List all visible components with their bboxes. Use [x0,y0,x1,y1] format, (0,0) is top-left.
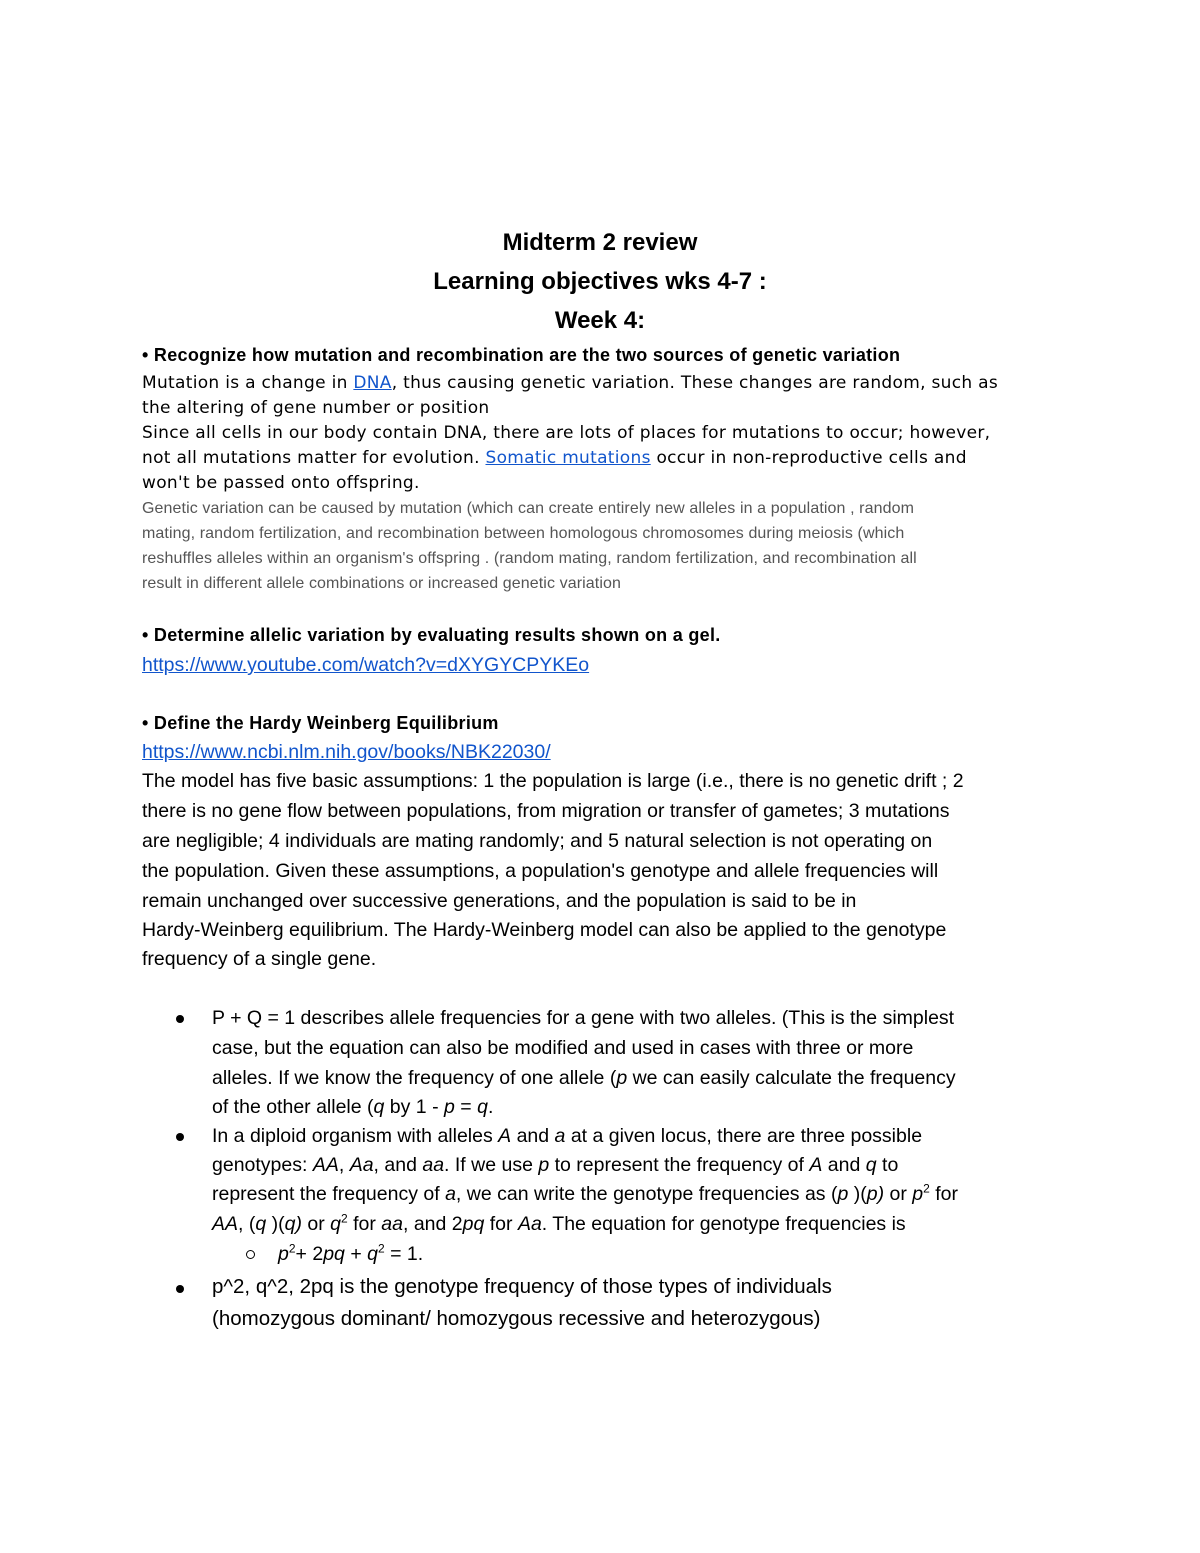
objective-1-heading: • Recognize how mutation and recombination are the two sources of genetic variation [142,345,901,365]
paragraph-line: Mutation is a change in DNA, thus causing genetic variation. These changes are random, such as [142,373,999,393]
equation-line: $p^2+ 2pq + q^2 = 1$. [278,1241,424,1265]
bullet-line: In a diploid organism with alleles A and a at a given locus, there are three possible [212,1125,923,1147]
objective-2-heading: • Determine allelic variation by evaluating results shown on a gel. [142,625,721,645]
bullet-line: alleles. If we know the frequency of one allele (p we can easily calculate the frequency [212,1067,956,1089]
somatic-mutations-link[interactable]: Somatic mutations [485,448,651,468]
bullet-line: genotypes: AA, Aa, and aa. If we use p to represent the frequency of A and q to [212,1154,899,1176]
week-heading: Week 4: [554,307,646,334]
paragraph-line: are negligible; 4 individuals are mating randomly; and 5 natural selection is not operating on [142,830,933,852]
bullet-line: (homozygous dominant/ homozygous recessive and heterozygous) [212,1307,821,1330]
paragraph-line: mating, random fertilization, and recombination between homologous chromosomes during meiosis (which [142,525,905,542]
paragraph-line: reshuffles alleles within an organism's offspring . (random mating, random fertilization, and recombination all [142,550,917,567]
paragraph-line: frequency of a single gene. [142,948,377,970]
bullet-icon [176,1015,184,1023]
bullet-icon [176,1133,184,1141]
ncbi-link-line [142,741,551,764]
sub-bullet-icon [246,1250,255,1259]
ncbi-link[interactable]: https://www.ncbi.nlm.nih.gov/books/NBK22030/ [142,741,551,763]
paragraph-line: not all mutations matter for evolution. Somatic mutations occur in non-reproductive cells and [142,448,967,468]
paragraph-line: won't be passed onto offspring. [142,473,420,493]
paragraph-line: the altering of gene number or position [142,398,490,418]
objective-3-heading: • Define the Hardy Weinberg Equilibrium [142,713,499,733]
bullet-line: AA, (q )(q) or $q^2$ for aa, and 2pq for Aa. The equation for genotype frequencies is [212,1211,906,1235]
bullet-line: of the other allele (q by 1 - p = q. [212,1096,494,1118]
paragraph-line: there is no gene flow between populations, from migration or transfer of gametes; 3 mutations [142,800,950,822]
bullet-line: p^2, q^2, 2pq is the genotype frequency of those types of individuals [212,1275,832,1298]
paragraph-line: result in different allele combinations or increased genetic variation [142,575,621,592]
paragraph-line: Since all cells in our body contain DNA, there are lots of places for mutations to occur; however, [142,423,991,443]
paragraph-line: The model has five basic assumptions: 1 the population is large (i.e., there is no genetic drift ; 2 [142,770,964,792]
paragraph-line: Genetic variation can be caused by mutation (which can create entirely new alleles in a population , random [142,500,915,517]
paragraph-line: remain unchanged over successive generations, and the population is said to be in [142,890,857,912]
bullet-icon [176,1285,184,1293]
bullet-line: represent the frequency of a, we can write the genotype frequencies as (p )(p) or $p^2$ for [212,1181,958,1205]
youtube-link-line [142,654,589,677]
dna-link[interactable]: DNA [353,373,392,393]
youtube-link[interactable]: https://www.youtube.com/watch?v=dXYGYCPYKEo [142,654,590,676]
doc-subtitle: Learning objectives wks 4-7 : [433,268,767,295]
paragraph-line: the population. Given these assumptions, a population's genotype and allele frequencies will [142,860,939,882]
doc-title: Midterm 2 review [502,229,698,256]
bullet-line: case, but the equation can also be modified and used in cases with three or more [212,1037,914,1059]
bullet-line: P + Q = 1 describes allele frequencies for a gene with two alleles. (This is the simplest [212,1007,955,1029]
paragraph-line: Hardy-Weinberg equilibrium. The Hardy-Weinberg model can also be applied to the genotype [142,919,947,941]
